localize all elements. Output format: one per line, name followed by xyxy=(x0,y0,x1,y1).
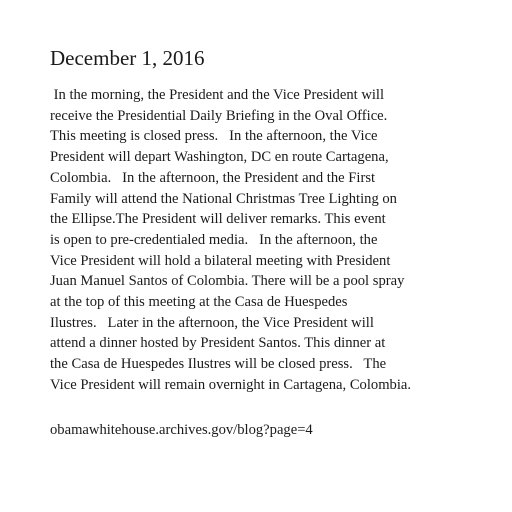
body-line: Vice President will remain overnight in Cartagena, Colombia. xyxy=(50,376,412,393)
body-line: receive the Presidential Daily Briefing in the Oval Office. xyxy=(50,107,388,124)
source-url: obamawhitehouse.archives.gov/blog?page=4 xyxy=(50,422,313,438)
body-line: Family will attend the National Christmas Tree Lighting on xyxy=(50,190,397,207)
body-line: is open to pre-credentialed media. In the afternoon, the xyxy=(50,231,378,248)
body-line: the Casa de Huespedes Ilustres will be closed press. The xyxy=(50,356,387,373)
body-line: attend a dinner hosted by President Santos. This dinner at xyxy=(50,335,386,352)
body-line: Colombia. In the afternoon, the President and the First xyxy=(50,169,376,186)
body-line: Vice President will hold a bilateral meeting with President xyxy=(50,252,391,269)
body-line: Ilustres. Later in the afternoon, the Vice President will xyxy=(50,314,374,331)
post-date: December 1, 2016 xyxy=(50,46,205,70)
body-line: This meeting is closed press. In the afternoon, the Vice xyxy=(50,128,378,145)
body-line: the Ellipse.The President will deliver remarks. This event xyxy=(50,211,386,228)
body-line: Juan Manuel Santos of Colombia. There will be a pool spray xyxy=(50,273,405,290)
body-line: at the top of this meeting at the Casa de Huespedes xyxy=(50,294,348,311)
body-line: President will depart Washington, DC en route Cartagena, xyxy=(50,149,389,166)
document-page xyxy=(50,44,460,396)
body-line: In the morning, the President and the Vice President will xyxy=(50,87,385,103)
post-body xyxy=(50,85,460,396)
